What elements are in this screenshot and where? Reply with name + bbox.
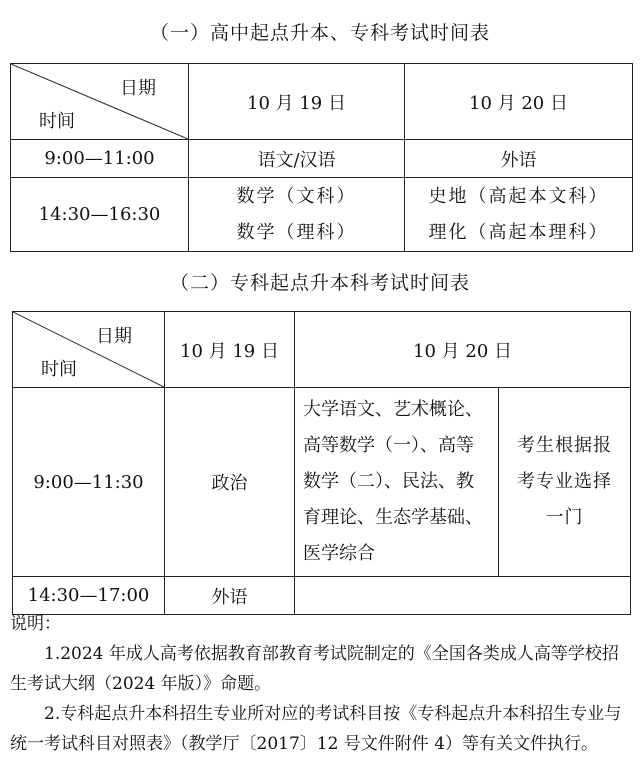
diagonal-line	[13, 312, 164, 387]
selection-note-cell: 考生根据报考专业选择一门	[499, 388, 631, 577]
table1-title: （一）高中起点升本、专科考试时间表	[149, 22, 490, 44]
subject-line: 史地（高起本文科）	[428, 185, 609, 207]
notes-section	[10, 609, 634, 759]
date-header-day2: 10 月 20 日	[405, 64, 633, 140]
exam-schedule-table-1	[10, 63, 633, 252]
subject-cell	[189, 178, 405, 252]
table-header-row	[11, 64, 633, 140]
note-item: 1.2024 年成人高考依据教育部教育考试院制定的《全国各类成人高等学校招生考试大纲（2024 年版）》命题。	[10, 644, 619, 694]
subject-cell: 语文/汉语	[189, 140, 405, 178]
time-cell: 9:00—11:30	[13, 388, 165, 577]
subject-list-cell: 大学语文、艺术概论、高等数学（一）、高等数学（二）、民法、教育理论、生态学基础、医学综合	[295, 388, 499, 577]
date-header-label: 日期	[120, 78, 156, 99]
date-header-day2: 10 月 20 日	[295, 312, 631, 388]
notes-heading: 说明：	[10, 614, 61, 634]
date-header-day1: 10 月 19 日	[165, 312, 295, 388]
subject-line: 理化（高起本理科）	[428, 221, 609, 243]
table-row	[11, 178, 633, 252]
note-item: 2.专科起点升本科招生专业所对应的考试科目按《专科起点升本科招生专业与统一考试科目对照表》（教学厅〔2017〕12 号文件附件 4）等有关文件执行。	[10, 704, 622, 754]
time-header-label: 时间	[39, 111, 75, 132]
table-header-row	[13, 312, 631, 388]
subject-cell: 外语	[405, 140, 633, 178]
diagonal-line	[11, 64, 188, 139]
diagonal-header-cell	[13, 312, 165, 388]
exam-schedule-table-2	[12, 311, 631, 615]
time-cell: 14:30—16:30	[11, 178, 189, 252]
time-header-label: 时间	[41, 359, 77, 380]
table-row	[13, 388, 631, 577]
table-row	[11, 140, 633, 178]
time-cell: 9:00—11:00	[11, 140, 189, 178]
subject-cell	[405, 178, 633, 252]
subject-cell: 外语	[165, 577, 295, 615]
subject-line: 数学（理科）	[236, 221, 357, 243]
time-cell: 14:30—17:00	[13, 577, 165, 615]
subject-line: 数学（文科）	[236, 185, 357, 207]
subject-cell: 政治	[165, 388, 295, 577]
diagonal-header-cell	[11, 64, 189, 140]
date-header-label: 日期	[96, 326, 132, 347]
date-header-day1: 10 月 19 日	[189, 64, 405, 140]
table2-title: （二）专科起点升本科考试时间表	[169, 272, 470, 294]
